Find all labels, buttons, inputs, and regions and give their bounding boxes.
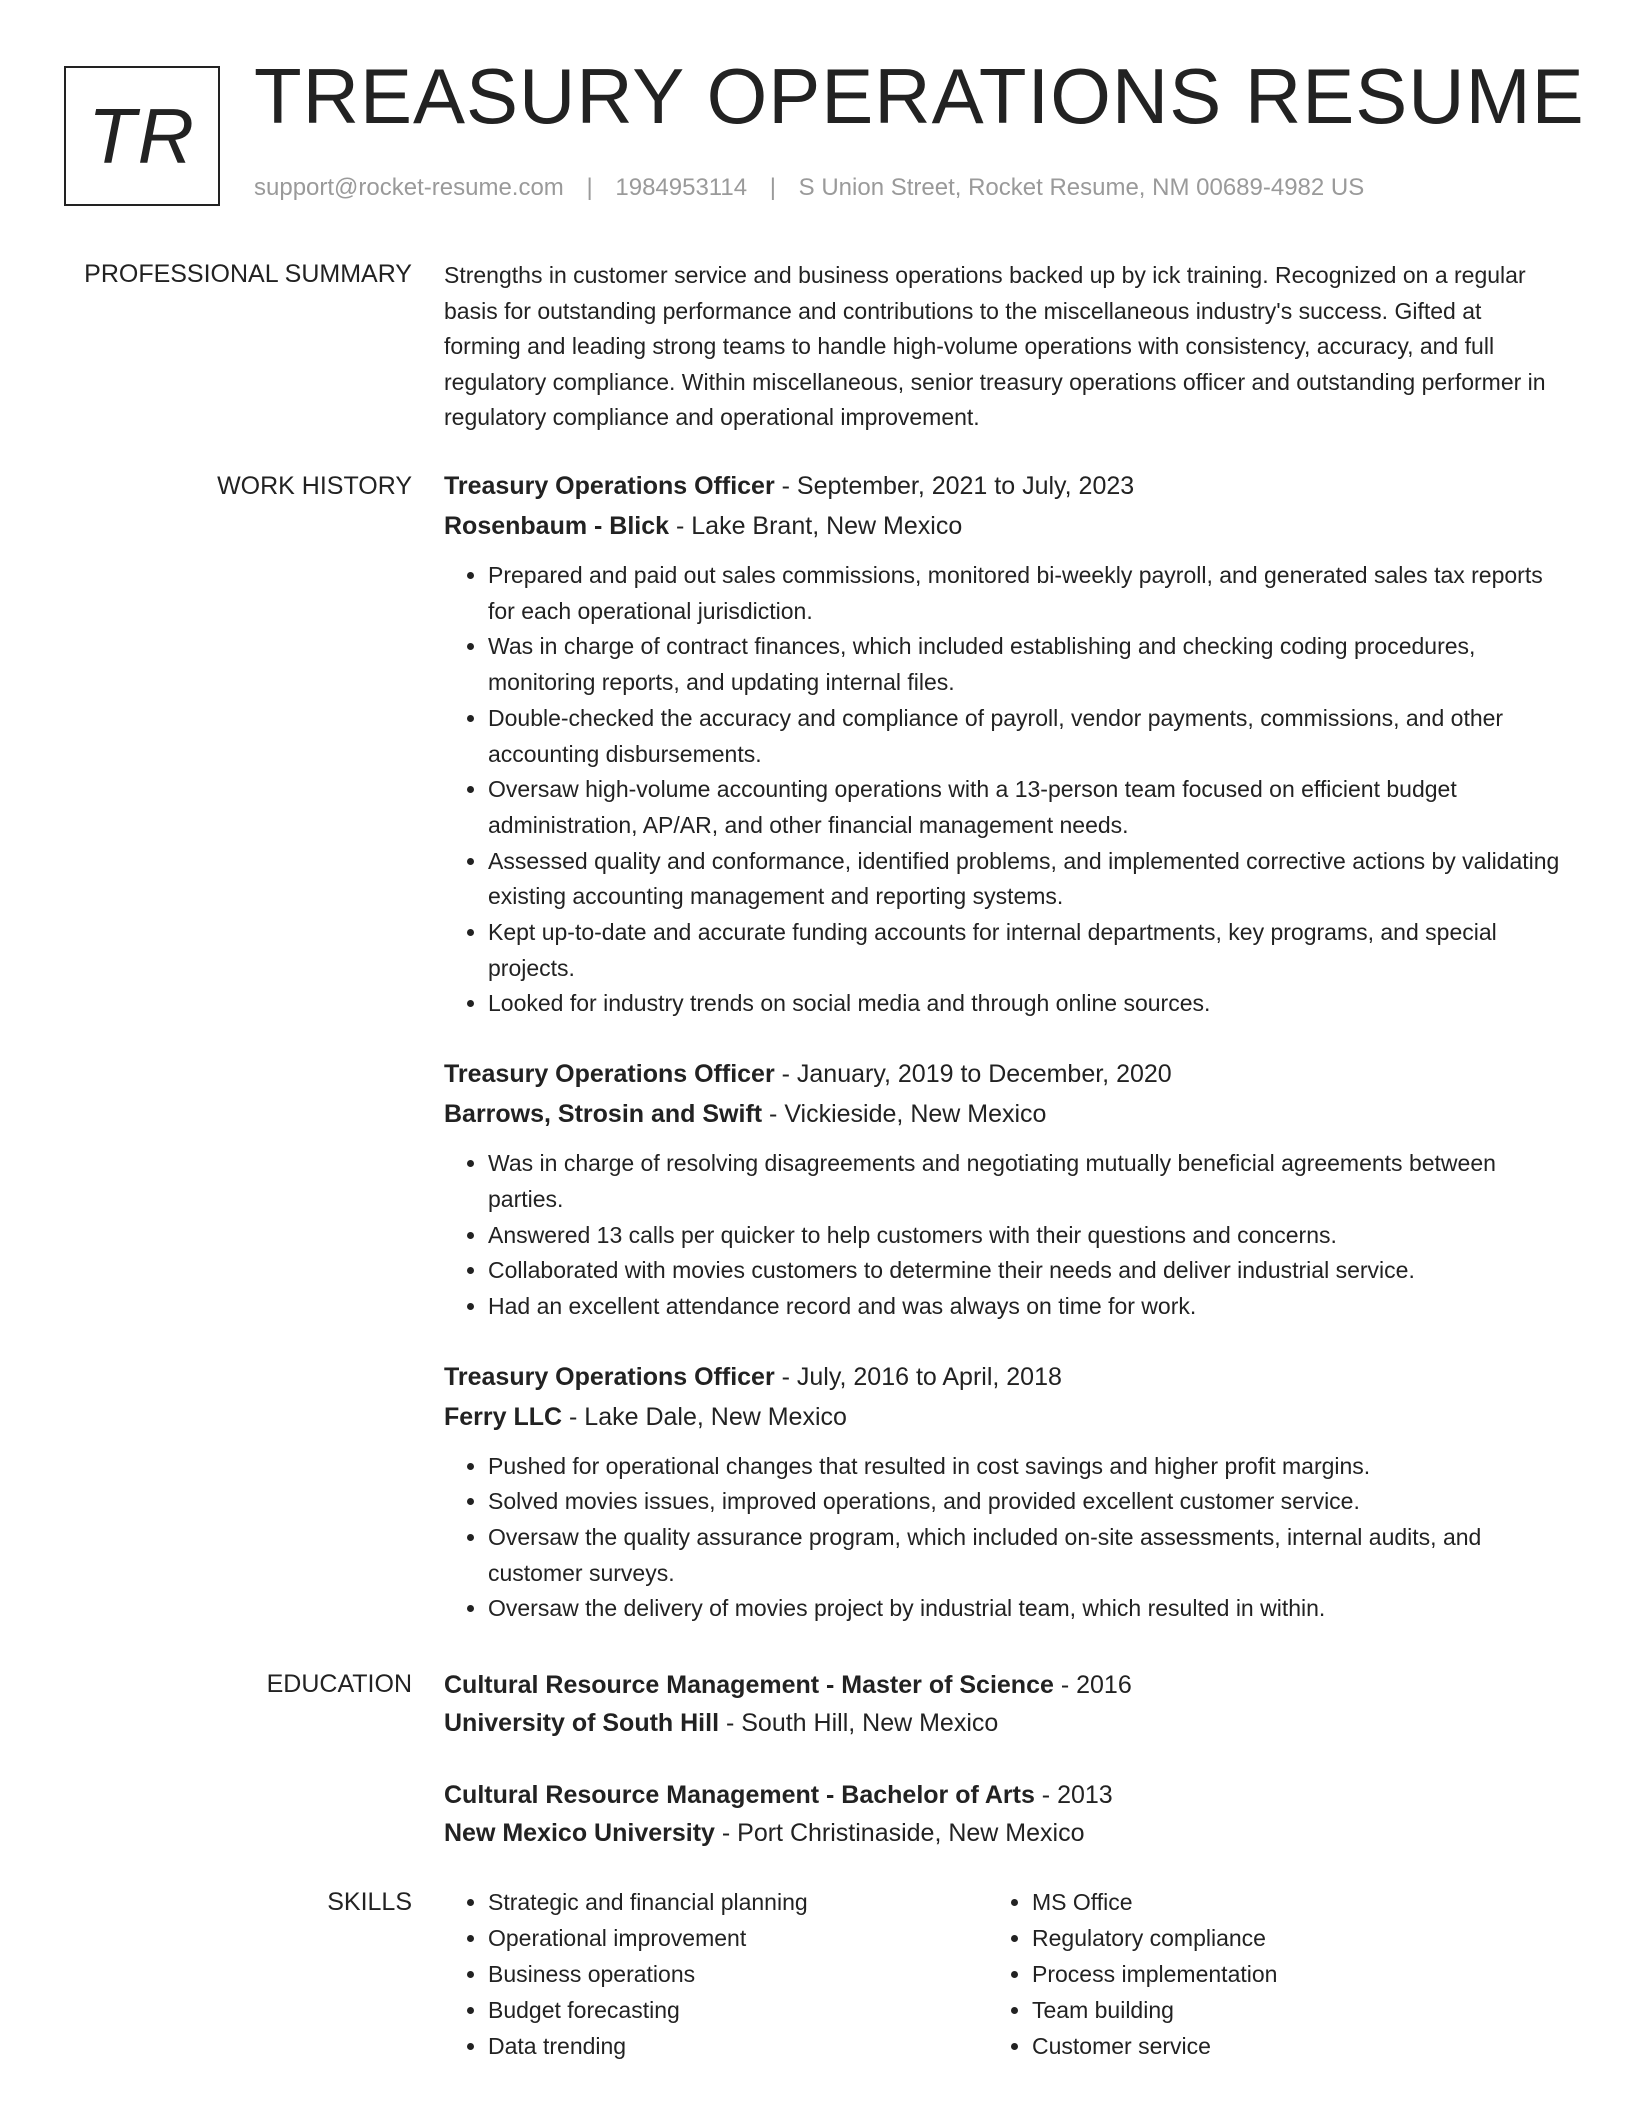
job-bullet: • Collaborated with movies customers to determine their needs and deliver industrial service. (488, 1253, 1564, 1289)
job-company-line (444, 1397, 1564, 1437)
job-dates: - January, 2019 to December, 2020 (774, 1060, 1172, 1089)
job-bullets (444, 1146, 1564, 1325)
job-bullet: • Pushed for operational changes that resulted in cost savings and higher profit margins. (488, 1449, 1564, 1485)
job-dates: - September, 2021 to July, 2023 (774, 472, 1135, 500)
contact-line (254, 174, 1364, 202)
education-school-line (444, 1814, 1564, 1852)
contact-email: support@rocket-resume.com (254, 174, 564, 201)
job-location: - Lake Dale, New Mexico (562, 1402, 847, 1431)
contact-separator: | (769, 174, 776, 201)
skill-item: • MS Office (1032, 1884, 1532, 1920)
job-entry (444, 1357, 1564, 1628)
section-label-summary: PROFESSIONAL SUMMARY (84, 260, 412, 288)
education-degree: Cultural Resource Management - Bachelor of Arts (444, 1781, 1035, 1809)
job-title-line (444, 466, 1564, 506)
work-history-body (444, 466, 1564, 1659)
skills-columns (444, 1884, 1564, 2064)
education-school-line (444, 1704, 1564, 1742)
education-entry (444, 1776, 1564, 1852)
job-bullet: • Looked for industry trends on social media and through online sources. (488, 986, 1564, 1022)
job-bullet: • Answered 13 calls per quicker to help customers with their questions and concerns. (488, 1218, 1564, 1254)
skills-list-right (988, 1884, 1532, 2064)
job-bullet: • Oversaw high-volume accounting operations with a 13-person team focused on efficient budget administration, AP/AR, and other financial management needs. (488, 772, 1564, 843)
skills-list-left (444, 1884, 988, 2064)
resume-title: TREASURY OPERATIONS RESUME (254, 52, 1585, 140)
job-bullet: • Oversaw the quality assurance program, which included on-site assessments, internal audits, and customer surveys. (488, 1520, 1564, 1591)
job-bullets (444, 1449, 1564, 1628)
summary-text: Strengths in customer service and business operations backed up by ick training. Recognized on a regular basis for outstanding performance and contributions to the miscellaneous industry's success. Gifted at forming and leading strong teams to handle high-volume operations with consistency, accuracy, and full regulatory compliance. Within miscellaneous, senior treasury operations officer and outstanding performer in regulatory compliance and operational improvement. (444, 262, 1546, 430)
skill-item: • Data trending (488, 2028, 988, 2064)
job-title: Treasury Operations Officer (444, 1362, 775, 1391)
job-company: Barrows, Strosin and Swift (444, 1100, 763, 1129)
job-location: - Vickieside, New Mexico (762, 1100, 1047, 1129)
section-label-education: EDUCATION (266, 1670, 412, 1698)
section-label-work-history: WORK HISTORY (217, 472, 412, 500)
skill-item: • Budget forecasting (488, 1992, 988, 2028)
job-title-line (444, 1357, 1564, 1397)
job-company-line (444, 506, 1564, 546)
job-bullets (444, 558, 1564, 1022)
job-title: Treasury Operations Officer (444, 472, 775, 500)
job-dates: - July, 2016 to April, 2018 (774, 1362, 1062, 1391)
education-school: New Mexico University (444, 1819, 715, 1847)
education-degree: Cultural Resource Management - Master of Science (444, 1671, 1054, 1699)
job-bullet: • Assessed quality and conformance, identified problems, and implemented corrective actions by validating existing accounting management and reporting systems. (488, 844, 1564, 915)
education-year: - 2013 (1034, 1781, 1113, 1809)
section-label-skills: SKILLS (327, 1888, 412, 1916)
education-location: - Port Christinaside, New Mexico (714, 1819, 1085, 1847)
skill-item: • Business operations (488, 1956, 988, 1992)
job-bullet: • Had an excellent attendance record and was always on time for work. (488, 1289, 1564, 1325)
job-bullet: • Oversaw the delivery of movies project by industrial team, which resulted in within. (488, 1591, 1564, 1627)
skill-item: • Customer service (1032, 2028, 1532, 2064)
education-body (444, 1666, 1564, 1886)
skill-item: • Operational improvement (488, 1920, 988, 1956)
job-bullet: • Was in charge of contract finances, which included establishing and checking coding procedures, monitoring reports, and updating internal files. (488, 629, 1564, 700)
job-entry (444, 466, 1564, 1022)
job-title-line (444, 1054, 1564, 1094)
job-bullet: • Prepared and paid out sales commissions, monitored bi-weekly payroll, and generated sales tax reports for each operational jurisdiction. (488, 558, 1564, 629)
job-entry (444, 1054, 1564, 1325)
education-degree-line (444, 1776, 1564, 1814)
contact-phone: 1984953114 (615, 174, 748, 201)
education-location: - South Hill, New Mexico (719, 1709, 999, 1737)
contact-separator: | (586, 174, 593, 201)
contact-address: S Union Street, Rocket Resume, NM 00689-4982 US (798, 174, 1365, 201)
education-degree-line (444, 1666, 1564, 1704)
job-company-line (444, 1094, 1564, 1134)
summary-body (444, 258, 1564, 436)
skill-item: • Process implementation (1032, 1956, 1532, 1992)
skill-item: • Regulatory compliance (1032, 1920, 1532, 1956)
education-entry (444, 1666, 1564, 1742)
job-company: Rosenbaum - Blick (444, 512, 670, 540)
skill-item: • Team building (1032, 1992, 1532, 2028)
job-bullet: • Kept up-to-date and accurate funding accounts for internal departments, key programs, and special projects. (488, 915, 1564, 986)
job-location: - Lake Brant, New Mexico (669, 512, 963, 540)
job-bullet: • Solved movies issues, improved operations, and provided excellent customer service. (488, 1484, 1564, 1520)
job-bullet: • Double-checked the accuracy and compliance of payroll, vendor payments, commissions, and other accounting disbursements. (488, 701, 1564, 772)
skill-item: • Strategic and financial planning (488, 1884, 988, 1920)
job-title: Treasury Operations Officer (444, 1060, 775, 1089)
education-year: - 2016 (1053, 1671, 1132, 1699)
skills-body (444, 1884, 1564, 2064)
job-bullet: • Was in charge of resolving disagreements and negotiating mutually beneficial agreements between parties. (488, 1146, 1564, 1217)
monogram-logo: TR (64, 66, 220, 206)
job-company: Ferry LLC (444, 1402, 563, 1431)
education-school: University of South Hill (444, 1709, 720, 1737)
